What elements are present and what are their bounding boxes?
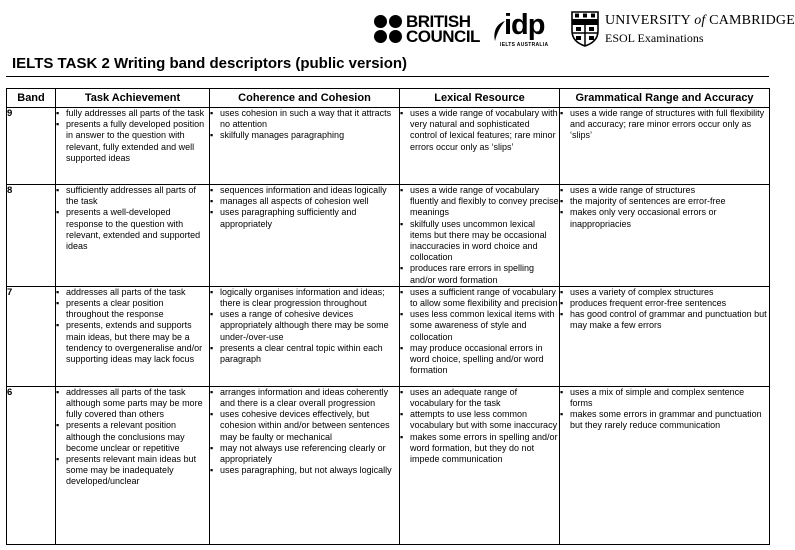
descriptor-item: ▪ logically organises information and ideas; there is clear progression throughout bbox=[210, 287, 399, 309]
descriptor-list bbox=[210, 387, 399, 477]
descriptor-item: ▪ uses an adequate range of vocabulary for the task bbox=[400, 387, 559, 409]
british-council-word-2: COUNCIL bbox=[406, 27, 480, 46]
descriptor-item: ▪ produces frequent error-free sentences bbox=[560, 298, 769, 309]
descriptor-item: ▪ uses a wide range of structures with full flexibility and accuracy; rare minor errors occur only as ‘slips’ bbox=[560, 108, 769, 142]
descriptor-item: ▪ uses a mix of simple and complex sentence forms bbox=[560, 387, 769, 409]
coherence-cohesion-cell bbox=[210, 185, 400, 287]
cambridge-name: UNIVERSITY of CAMBRIDGE bbox=[605, 13, 795, 28]
grammatical-range-cell bbox=[560, 185, 770, 287]
descriptor-item: ▪ uses a wide range of structures bbox=[560, 185, 769, 196]
descriptor-list bbox=[400, 387, 559, 465]
header-lexical-resource: Lexical Resource bbox=[400, 89, 560, 108]
descriptor-list bbox=[210, 108, 399, 142]
descriptor-list bbox=[400, 287, 559, 377]
descriptor-item: ▪ skilfully uses uncommon lexical items but there may be occasional inaccuracies in word choice and collocation bbox=[400, 219, 559, 264]
descriptor-item: ▪ fully addresses all parts of the task bbox=[56, 108, 209, 119]
descriptor-list bbox=[210, 287, 399, 365]
descriptor-list bbox=[210, 185, 399, 230]
descriptor-item: ▪ uses a variety of complex structures bbox=[560, 287, 769, 298]
descriptor-item: ▪ may not always use referencing clearly or appropriately bbox=[210, 443, 399, 465]
descriptor-item: ▪ uses less common lexical items with some awareness of style and collocation bbox=[400, 309, 559, 343]
task-achievement-cell bbox=[56, 386, 210, 544]
descriptor-list bbox=[56, 287, 209, 365]
document-title: IELTS TASK 2 Writing band descriptors (public version) bbox=[12, 55, 408, 72]
band-score: 6 bbox=[7, 386, 56, 544]
task-achievement-cell bbox=[56, 108, 210, 185]
descriptor-item: ▪ uses paragraphing, but not always logically bbox=[210, 465, 399, 476]
descriptor-item: ▪ uses a range of cohesive devices appropriately although there may be some under-/over-use bbox=[210, 309, 399, 343]
descriptor-list bbox=[560, 287, 769, 332]
header-band: Band bbox=[7, 89, 56, 108]
descriptor-list bbox=[400, 185, 559, 286]
table-header-row bbox=[7, 89, 770, 108]
descriptor-item: ▪ skilfully manages paragraphing bbox=[210, 130, 399, 141]
descriptor-item: ▪ makes some errors in grammar and punctuation but they rarely reduce communication bbox=[560, 409, 769, 431]
lexical-resource-cell bbox=[400, 386, 560, 544]
descriptor-item: ▪ makes some errors in spelling and/or word formation, but they do not impede communication bbox=[400, 432, 559, 466]
title-underline bbox=[6, 76, 769, 77]
coherence-cohesion-cell bbox=[210, 386, 400, 544]
coherence-cohesion-cell bbox=[210, 108, 400, 185]
header-grammatical-range: Grammatical Range and Accuracy bbox=[560, 89, 770, 108]
logo-bar bbox=[0, 8, 795, 50]
table-row bbox=[7, 108, 770, 185]
lexical-resource-cell bbox=[400, 185, 560, 287]
descriptor-item: ▪ presents a clear position throughout the response bbox=[56, 298, 209, 320]
header-coherence-cohesion: Coherence and Cohesion bbox=[210, 89, 400, 108]
header-task-achievement: Task Achievement bbox=[56, 89, 210, 108]
cambridge-logo bbox=[571, 11, 795, 51]
idp-subtitle: IELTS AUSTRALIA bbox=[500, 42, 549, 48]
grammatical-range-cell bbox=[560, 286, 770, 386]
band-descriptor-table bbox=[6, 88, 770, 545]
idp-logo bbox=[492, 9, 552, 52]
descriptor-item: ▪ arranges information and ideas coherently and there is a clear overall progression bbox=[210, 387, 399, 409]
descriptor-item: ▪ makes only very occasional errors or inappropriacies bbox=[560, 207, 769, 229]
descriptor-item: ▪ sufficiently addresses all parts of the task bbox=[56, 185, 209, 207]
descriptor-item: ▪ uses a wide range of vocabulary fluently and flexibly to convey precise meanings bbox=[400, 185, 559, 219]
descriptor-item: ▪ presents a relevant position although the conclusions may become unclear or repetitive bbox=[56, 420, 209, 454]
descriptor-item: ▪ may produce occasional errors in word choice, spelling and/or word formation bbox=[400, 343, 559, 377]
descriptor-item: ▪ uses a sufficient range of vocabulary to allow some flexibility and precision bbox=[400, 287, 559, 309]
band-score: 9 bbox=[7, 108, 56, 185]
grammatical-range-cell bbox=[560, 386, 770, 544]
descriptor-list bbox=[56, 185, 209, 252]
descriptor-list bbox=[56, 387, 209, 488]
descriptor-item: ▪ addresses all parts of the task although some parts may be more fully covered than others bbox=[56, 387, 209, 421]
task-achievement-cell bbox=[56, 286, 210, 386]
table-row bbox=[7, 185, 770, 287]
descriptor-item: ▪ has good control of grammar and punctuation but may make a few errors bbox=[560, 309, 769, 331]
descriptor-item: ▪ presents a fully developed position in answer to the question with relevant, fully extended and well supported ideas bbox=[56, 119, 209, 164]
descriptor-item: ▪ presents relevant main ideas but some may be inadequately developed/unclear bbox=[56, 454, 209, 488]
descriptor-item: ▪ attempts to use less common vocabulary but with some inaccuracy bbox=[400, 409, 559, 431]
table-row bbox=[7, 286, 770, 386]
band-score: 8 bbox=[7, 185, 56, 287]
descriptor-item: ▪ addresses all parts of the task bbox=[56, 287, 209, 298]
band-score: 7 bbox=[7, 286, 56, 386]
descriptor-list bbox=[400, 108, 559, 153]
descriptor-item: ▪ presents, extends and supports main ideas, but there may be a tendency to overgeneralise and/or supporting ideas may lack focus bbox=[56, 320, 209, 365]
descriptor-item: ▪ uses paragraphing sufficiently and appropriately bbox=[210, 207, 399, 229]
british-council-logo bbox=[374, 12, 480, 48]
descriptor-list bbox=[56, 108, 209, 164]
coherence-cohesion-cell bbox=[210, 286, 400, 386]
cambridge-crest-icon bbox=[571, 11, 599, 47]
descriptor-item: ▪ uses a wide range of vocabulary with very natural and sophisticated control of lexical features; rare minor errors occur only as ‘slips’ bbox=[400, 108, 559, 153]
descriptor-item: ▪ sequences information and ideas logically bbox=[210, 185, 399, 196]
cambridge-esol: ESOL Examinations bbox=[605, 31, 704, 45]
task-achievement-cell bbox=[56, 185, 210, 287]
grammatical-range-cell bbox=[560, 108, 770, 185]
descriptor-list bbox=[560, 185, 769, 230]
lexical-resource-cell bbox=[400, 108, 560, 185]
descriptor-item: ▪ uses cohesive devices effectively, but cohesion within and/or between sentences may be faulty or mechanical bbox=[210, 409, 399, 443]
british-council-word-1: BRITISH bbox=[406, 12, 471, 31]
descriptor-item: ▪ presents a clear central topic within each paragraph bbox=[210, 343, 399, 365]
descriptor-item: ▪ manages all aspects of cohesion well bbox=[210, 196, 399, 207]
descriptor-list bbox=[560, 387, 769, 432]
lexical-resource-cell bbox=[400, 286, 560, 386]
table-row bbox=[7, 386, 770, 544]
descriptor-list bbox=[560, 108, 769, 142]
descriptor-item: ▪ presents a well-developed response to the question with relevant, extended and supported ideas bbox=[56, 207, 209, 252]
idp-wordmark: idp bbox=[504, 9, 545, 41]
descriptor-item: ▪ uses cohesion in such a way that it attracts no attention bbox=[210, 108, 399, 130]
descriptor-item: ▪ produces rare errors in spelling and/or word formation bbox=[400, 263, 559, 285]
british-council-dots-icon bbox=[374, 15, 404, 45]
descriptor-item: ▪ the majority of sentences are error-free bbox=[560, 196, 769, 207]
